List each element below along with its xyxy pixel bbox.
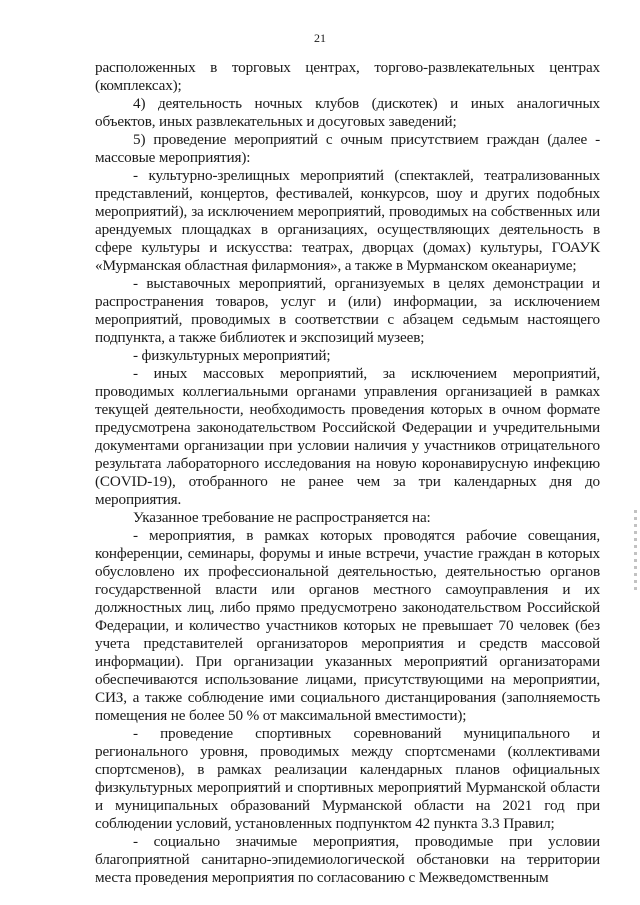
paragraph-item-5: 5) проведение мероприятий с очным присутствием граждан (далее - массовые мероприятия): [95, 131, 600, 166]
paragraph-other-mass-events: - иных массовых мероприятий, за исключением мероприятий, проводимых коллегиальными органами управления организацией в рамках текущей деятельности, необходимость проведения которых в очном формате предусмотрена законодательством Российской Федерации и учредительными документами организации при условии наличия у участников отрицательного результата лабораторного исследования на новую коронавирусную инфекцию (COVID-19), отобранного не ранее чем за три календарных дня до мероприятия. [95, 365, 600, 508]
paragraph-sport-events: - физкультурных мероприятий; [133, 347, 331, 364]
page-number: 21 [314, 31, 326, 45]
paragraph-item-4: 4) деятельность ночных клубов (дискотек) и иных аналогичных объектов, иных развлекательных и досуговых заведений; [95, 95, 600, 130]
paragraph-exhibition-events: - выставочных мероприятий, организуемых в целях демонстрации и распространения товаров, услуг и (или) информации, за исключением мероприятий, проводимых в соответствии с абзацем седьмым настоящего подпункта, а также библиотек и экспозиций музеев; [95, 275, 600, 346]
paragraph-exception-competitions: - проведение спортивных соревнований муниципального и регионального уровня, проводимых между спортсменами (коллективами спортсменов), в рамках реализации календарных планов официальных физкультурных мероприятий и спортивных мероприятий Мурманской области и муниципальных образований Мурманской области на 2021 год при соблюдении условий, установленных подпунктом 42 пункта 3.3 Правил; [95, 725, 600, 832]
paragraph-exception-social-events: - социально значимые мероприятия, проводимые при условии благоприятной санитарно-эпидемиологической обстановки на территории места проведения мероприятия по согласованию с Межведомственным [95, 833, 600, 886]
paragraph-cultural-events: - культурно-зрелищных мероприятий (спектаклей, театрализованных представлений, концертов, фестивалей, конкурсов, шоу и других подобных мероприятий), за исключением мероприятий, проводимых на собственных или арендуемых площадках в организациях, осуществляющих деятельность в сфере культуры и искусства: театрах, дворцах (домах) культуры, ГОАУК «Мурманская областная филармония», а также в Мурманском океанариуме; [95, 167, 600, 274]
document-body [95, 59, 600, 887]
paragraph-exception-meetings: - мероприятия, в рамках которых проводятся рабочие совещания, конференции, семинары, форумы и иные встречи, участие граждан в которых обусловлено их профессиональной деятельностью, деятельностью органов государственной власти или органов местного самоуправления и их должностных лиц, либо прямо предусмотрено законодательством Российской Федерации, и количество участников которых не превышает 70 человек (без учета представителей организаторов мероприятия и средств массовой информации). При организации указанных мероприятий организаторами обеспечиваются использование лицами, присутствующими на мероприятии, СИЗ, а также соблюдение ими социального дистанцирования (заполняемость помещения не более 50 % от максимальной вместимости); [95, 527, 600, 724]
scan-margin-mark [634, 510, 637, 592]
paragraph-exceptions-heading: Указанное требование не распространяется на: [133, 509, 431, 526]
paragraph-continuation: расположенных в торговых центрах, торгово-развлекательных центрах (комплексах); [95, 59, 600, 94]
